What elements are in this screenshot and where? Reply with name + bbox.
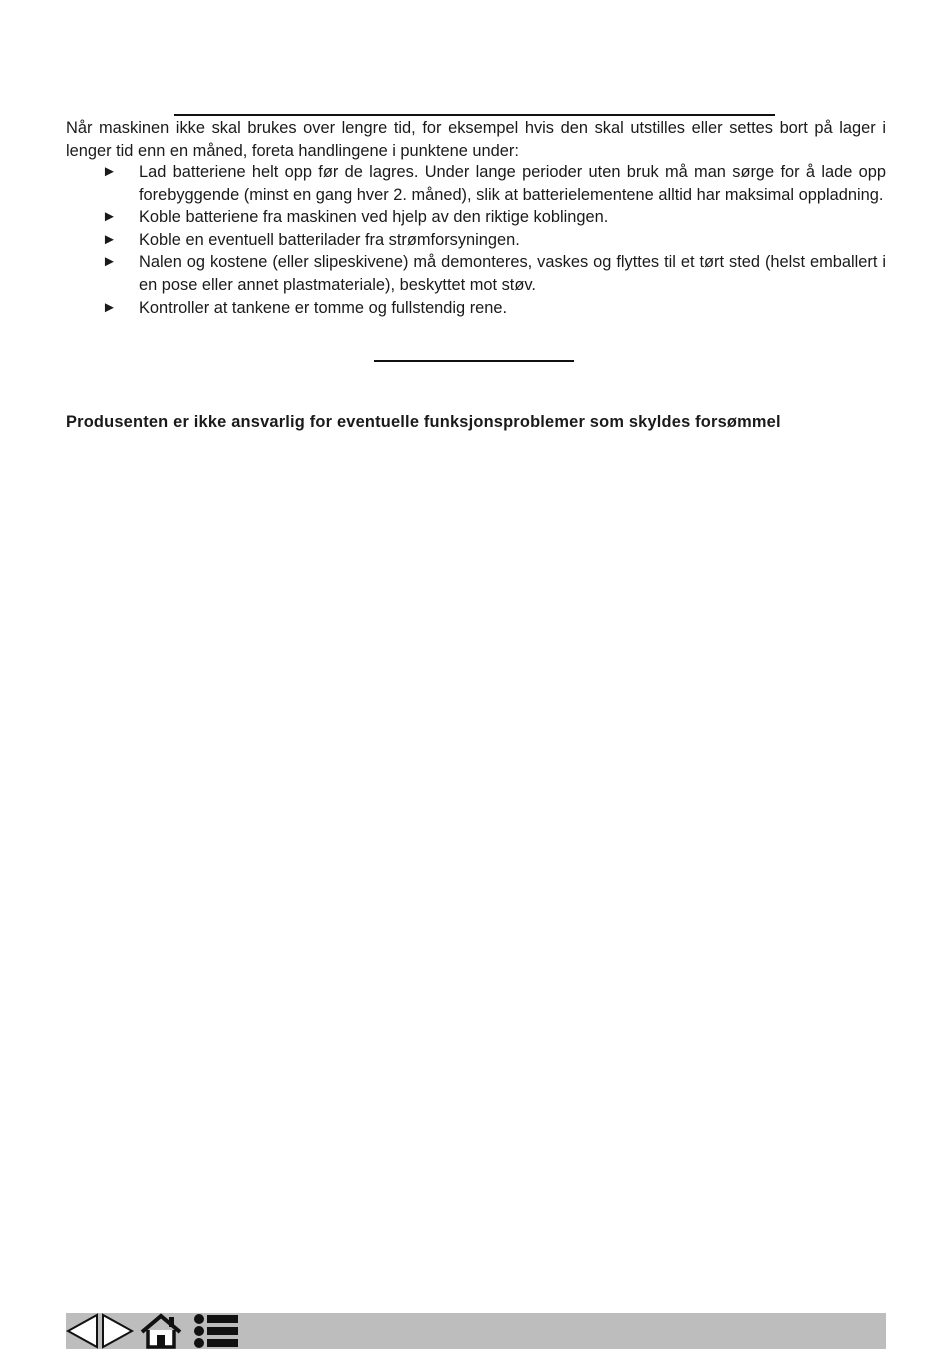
footer-navigation-bar [66,1313,886,1349]
previous-page-button[interactable] [66,1313,100,1349]
bullet-arrow-icon: ► [102,298,117,316]
list-item-text: Lad batteriene helt opp før de lagres. Under lange perioder uten bruk må man sørge for å lade opp forebyggende (minst en gang hver 2. måned), slik at batterielementene alltid har maksimal oppladning. [139,163,886,204]
intro-paragraph: Når maskinen ikke skal brukes over lengre tid, for eksempel hvis den skal utstilles eller settes bort på lager i lenger tid enn en måned, foreta handlingene i punktene under: [66,119,886,160]
bullet-arrow-icon: ► [102,253,117,271]
next-page-button[interactable] [100,1313,134,1349]
bullet-arrow-icon: ► [102,230,117,248]
list-item-text: Koble en eventuell batterilader fra strømforsyningen. [139,230,520,249]
contents-list-button[interactable] [190,1313,240,1349]
list-item [66,206,886,229]
section-divider-rule [374,360,574,362]
next-page-icon [100,1313,134,1349]
previous-page-icon [66,1313,100,1349]
manufacturer-disclaimer: Produsenten er ikke ansvarlig for eventuelle funksjonsproblemer som skyldes forsømmel [66,413,781,431]
bullet-arrow-icon: ► [102,208,117,226]
list-item-text: Koble batteriene fra maskinen ved hjelp av den riktige koblingen. [139,208,609,227]
list-item [66,297,886,320]
list-item [66,161,886,206]
list-item-text: Nalen og kostene (eller slipeskivene) må demonteres, vaskes og flyttes til et tørt sted (helst emballert i en pose eller annet plastmateriale), beskyttet mot støv. [139,253,886,294]
home-icon [139,1313,183,1349]
list-item-text: Kontroller at tankene er tomme og fullstendig rene. [139,298,508,317]
home-button[interactable] [139,1313,183,1349]
section-top-rule [174,114,775,116]
contents-list-icon [190,1313,240,1349]
list-item [66,251,886,296]
bullet-arrow-icon: ► [102,163,117,180]
list-item [66,229,886,252]
storage-steps-list [66,161,886,319]
